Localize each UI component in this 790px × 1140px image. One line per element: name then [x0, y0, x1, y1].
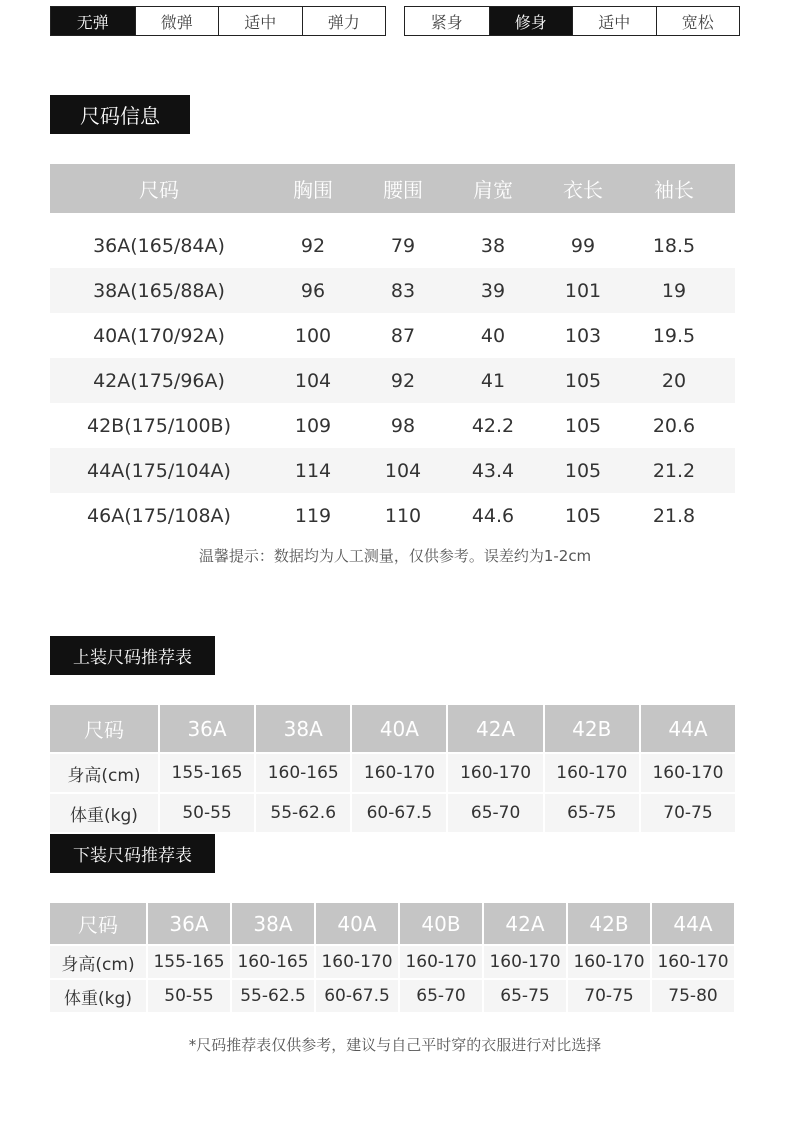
table-cell: 40A(170/92A): [93, 324, 225, 347]
table-cell: 160-165: [256, 754, 350, 792]
table-cell: 105: [564, 369, 602, 392]
table-cell: 42.2: [471, 414, 515, 437]
table-cell: 83: [390, 279, 416, 302]
header-cell: 38A: [256, 705, 350, 752]
table-cell: 60-67.5: [352, 794, 446, 832]
table-cell: 39: [480, 279, 506, 302]
fit-option: 适中: [572, 7, 656, 35]
header-cell: 36A: [148, 903, 230, 944]
table-row: [50, 794, 735, 832]
table-cell: 65-70: [400, 980, 482, 1012]
table-cell: 43.4: [471, 459, 515, 482]
table-cell: 55-62.6: [256, 794, 350, 832]
table-cell: 79: [390, 234, 416, 257]
header-cell: 44A: [652, 903, 734, 944]
table-cell: 155-165: [148, 946, 230, 978]
table-cell: 21.2: [652, 459, 696, 482]
stretch-selector: [50, 6, 386, 36]
table-cell: 101: [564, 279, 602, 302]
header-cell: 42B: [545, 705, 639, 752]
table-cell: 96: [300, 279, 326, 302]
header-cell: 40A: [316, 903, 398, 944]
table-cell: 160-170: [316, 946, 398, 978]
table-cell: 44.6: [471, 504, 515, 527]
header-cell: 腰围: [383, 178, 423, 202]
table-cell: 21.8: [652, 504, 696, 527]
table-cell: 160-170: [352, 754, 446, 792]
fit-selector: [404, 6, 740, 36]
stretch-option: 无弹: [51, 7, 135, 35]
table-cell: 160-170: [545, 754, 639, 792]
size-info-heading: 尺码信息: [50, 95, 190, 134]
header-cell: 尺码: [139, 178, 179, 202]
header-cell: 42A: [484, 903, 566, 944]
table-row: [50, 493, 735, 538]
table-cell: 70-75: [641, 794, 735, 832]
table-cell: 114: [294, 459, 332, 482]
header-cell: 42B: [568, 903, 650, 944]
table-cell: 体重(kg): [50, 980, 146, 1012]
table-row: [50, 313, 735, 358]
table-cell: 109: [294, 414, 332, 437]
header-cell: 38A: [232, 903, 314, 944]
measurement-note: 温馨提示：数据均为人工测量，仅供参考。误差约为1-2cm: [198, 547, 592, 565]
header-cell: 袖长: [654, 178, 694, 202]
table-cell: 92: [300, 234, 326, 257]
header-cell: 尺码: [50, 705, 158, 752]
header-cell: 胸围: [293, 178, 333, 202]
table-cell: 110: [384, 504, 422, 527]
table-cell: 18.5: [652, 234, 696, 257]
table-cell: 160-170: [448, 754, 542, 792]
table-row: [50, 358, 735, 403]
stretch-option: 弹力: [302, 7, 386, 35]
table-row: [50, 268, 735, 313]
header-cell: 肩宽: [473, 178, 513, 202]
table-cell: 119: [294, 504, 332, 527]
footer-note: *尺码推荐表仅供参考，建议与自己平时穿的衣服进行对比选择: [188, 1036, 602, 1054]
table-cell: 42B(175/100B): [86, 414, 231, 437]
size-table-header: [50, 164, 735, 213]
table-cell: 19.5: [652, 324, 696, 347]
table-cell: 55-62.5: [232, 980, 314, 1012]
table-cell: 105: [564, 459, 602, 482]
table-row: [50, 223, 735, 268]
header-cell: 尺码: [50, 903, 146, 944]
fit-option: 修身: [489, 7, 573, 35]
table-cell: 50-55: [148, 980, 230, 1012]
header-cell: 40A: [352, 705, 446, 752]
table-cell: 50-55: [160, 794, 254, 832]
table-cell: 70-75: [568, 980, 650, 1012]
header-cell: 36A: [160, 705, 254, 752]
stretch-option: 适中: [218, 7, 302, 35]
table-cell: 19: [661, 279, 687, 302]
table-cell: 98: [390, 414, 416, 437]
table-cell: 38A(165/88A): [93, 279, 225, 302]
table-cell: 103: [564, 324, 602, 347]
table-cell: 92: [390, 369, 416, 392]
size-table: [50, 164, 735, 538]
table-cell: 36A(165/84A): [93, 234, 225, 257]
table-cell: 104: [384, 459, 422, 482]
table-cell: 46A(175/108A): [87, 504, 231, 527]
table-cell: 65-70: [448, 794, 542, 832]
table-row: [50, 448, 735, 493]
table-cell: 160-170: [641, 754, 735, 792]
table-cell: 160-165: [232, 946, 314, 978]
table-cell: 75-80: [652, 980, 734, 1012]
header-cell: 44A: [641, 705, 735, 752]
table-cell: 身高(cm): [50, 946, 146, 978]
bottom-rec-heading: 下装尺码推荐表: [50, 834, 215, 873]
table-cell: 体重(kg): [50, 794, 158, 832]
table-cell: 20.6: [652, 414, 696, 437]
header-cell: 42A: [448, 705, 542, 752]
table-cell: 87: [390, 324, 416, 347]
header-cell: 40B: [400, 903, 482, 944]
table-cell: 42A(175/96A): [93, 369, 225, 392]
table-cell: 160-170: [568, 946, 650, 978]
header-cell: 衣长: [563, 178, 603, 202]
table-cell: 104: [294, 369, 332, 392]
table-row: [50, 403, 735, 448]
table-cell: 40: [480, 324, 506, 347]
table-row: [50, 980, 735, 1012]
stretch-option: 微弹: [135, 7, 219, 35]
table-row: [50, 754, 735, 792]
fit-option: 紧身: [430, 12, 463, 32]
table-cell: 44A(175/104A): [87, 459, 231, 482]
table-cell: 160-170: [652, 946, 734, 978]
bottom-rec-header: [50, 903, 735, 944]
table-cell: 60-67.5: [316, 980, 398, 1012]
table-cell: 155-165: [160, 754, 254, 792]
table-cell: 65-75: [545, 794, 639, 832]
table-cell: 160-170: [484, 946, 566, 978]
table-cell: 身高(cm): [50, 754, 158, 792]
table-cell: 99: [570, 234, 596, 257]
table-cell: 105: [564, 504, 602, 527]
table-cell: 41: [480, 369, 506, 392]
top-rec-heading: 上装尺码推荐表: [50, 636, 215, 675]
top-rec-header: [50, 705, 735, 752]
fit-option: 宽松: [656, 7, 740, 35]
table-cell: 105: [564, 414, 602, 437]
table-cell: 100: [294, 324, 332, 347]
table-row: [50, 946, 735, 978]
table-cell: 38: [480, 234, 506, 257]
table-cell: 20: [661, 369, 687, 392]
table-cell: 160-170: [400, 946, 482, 978]
bottom-rec-table: [50, 903, 735, 1012]
top-rec-table: [50, 705, 735, 832]
table-cell: 65-75: [484, 980, 566, 1012]
